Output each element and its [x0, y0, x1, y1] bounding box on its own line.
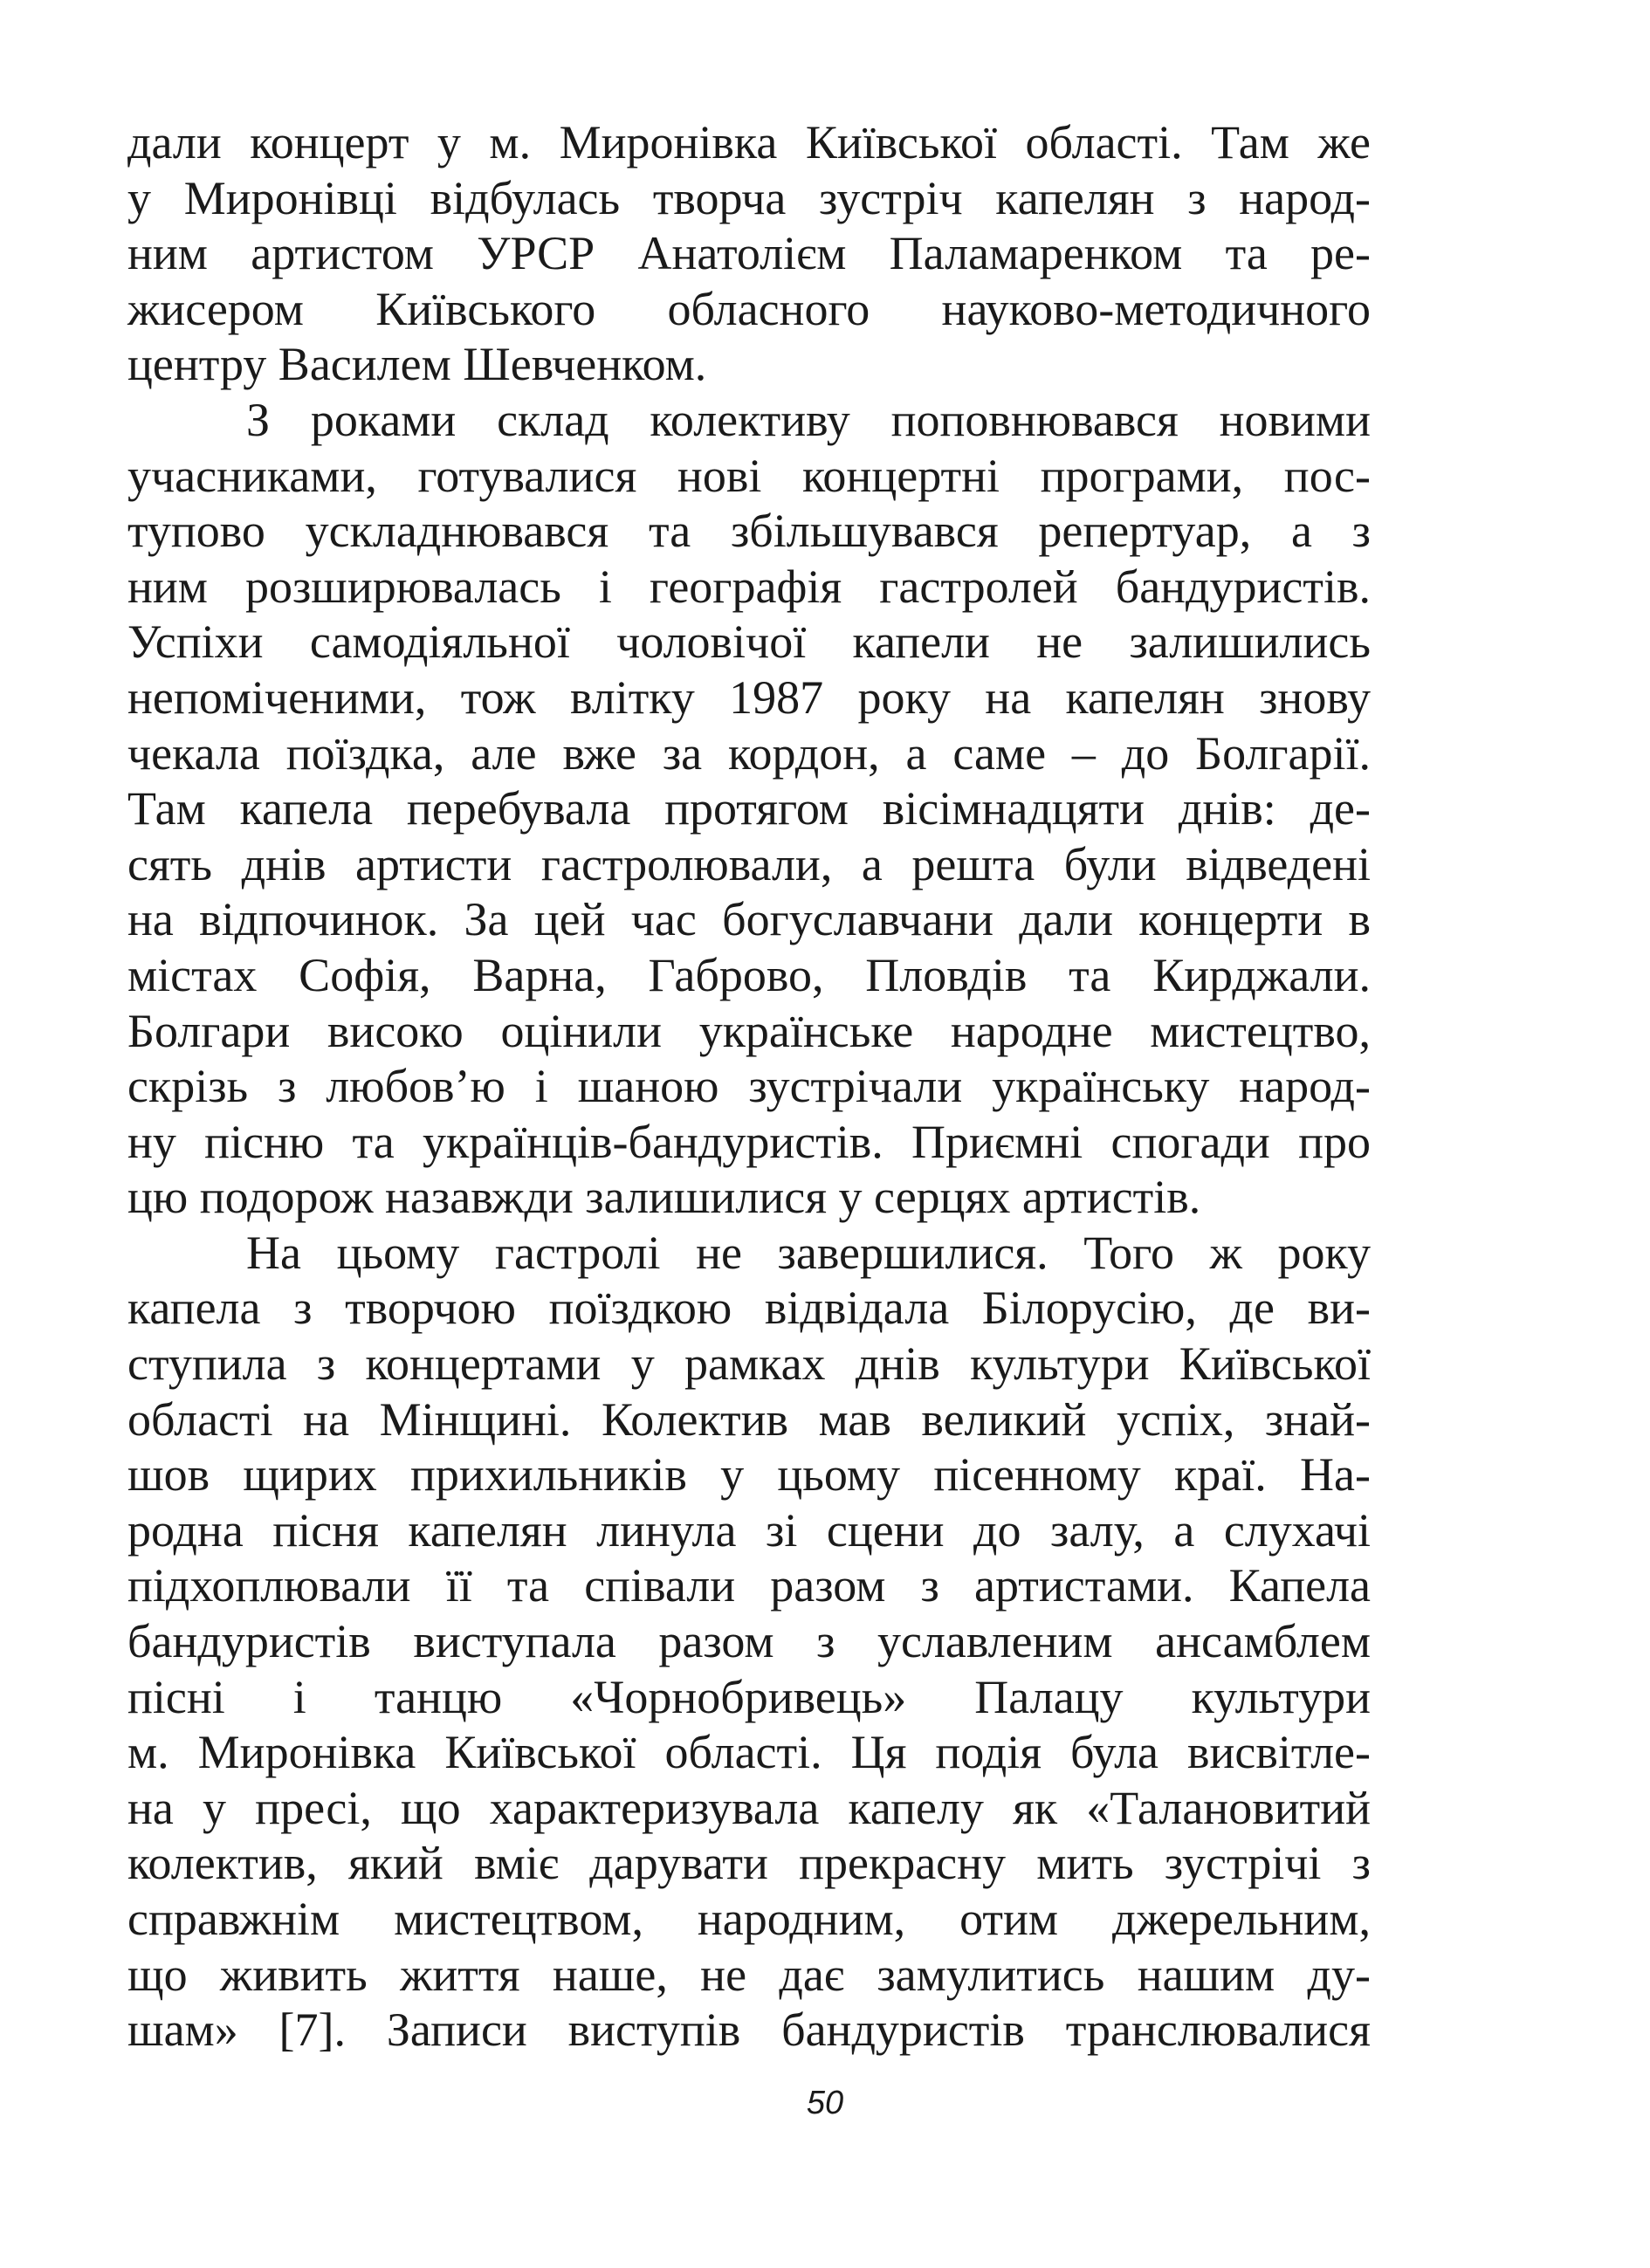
text-line: чекала поїздка, але вже за кордон, а саме – до Болгарії.: [127, 726, 1371, 780]
text-line: учасниками, готувалися нові концертні програми, пос-: [127, 449, 1371, 502]
text-line: що живить життя наше, не дає замулитись нашим ду-: [127, 1948, 1371, 2001]
text-line: ним артистом УРСР Анатолієм Паламаренком та ре-: [127, 227, 1371, 280]
paragraph-3: [127, 1226, 1371, 2058]
text-line: Болгари високо оцінили українське народне мистецтво,: [127, 1004, 1371, 1057]
body-text: [127, 115, 1371, 2058]
text-line: шам» [7]. Записи виступів бандуристів транслювалися: [127, 2003, 1371, 2057]
paragraph-1: [127, 115, 1371, 393]
text-line: З роками склад колективу поповнювався новими: [246, 393, 1371, 446]
text-line: тупово ускладнювався та збільшувався репертуар, а з: [127, 505, 1371, 558]
text-line: скрізь з любов’ю і шаною зустрічали українську народ-: [127, 1060, 1371, 1113]
text-line: колектив, який вміє дарувати прекрасну мить зустрічі з: [127, 1837, 1371, 1890]
text-line: на у пресі, що характеризувала капелу як «Талановитий: [127, 1781, 1371, 1834]
text-line: сять днів артисти гастролювали, а решта були відведені: [127, 837, 1371, 890]
text-line: шов щирих прихильників у цьому пісенному краї. На-: [127, 1448, 1371, 1502]
text-line: області на Мінщині. Колектив мав великий успіх, знай-: [127, 1392, 1371, 1446]
text-line: цю подорож назавжди залишилися у серцях артистів.: [127, 1171, 1201, 1224]
text-line: капела з творчою поїздкою відвідала Білорусію, де ви-: [127, 1282, 1371, 1335]
text-line: непоміченими, тож влітку 1987 року на капелян знову: [127, 670, 1371, 724]
text-line: центру Василем Шевченком.: [127, 338, 707, 391]
text-line: справжнім мистецтвом, народним, отим джерельним,: [127, 1893, 1371, 1945]
text-line: містах Софія, Варна, Габрово, Пловдів та Кирджали.: [127, 948, 1371, 1001]
page-number: 50: [806, 2085, 844, 2121]
text-line: ступила з концертами у рамках днів культури Київської: [127, 1337, 1371, 1391]
text-line: жисером Київського обласного науково-методичного: [127, 282, 1371, 335]
paragraph-2: [127, 393, 1371, 1226]
text-line: ну пісню та українців-бандуристів. Приємні спогади про: [127, 1115, 1371, 1168]
text-line: ним розширювалась і географія гастролей бандуристів.: [127, 560, 1371, 613]
text-line: бандуристів виступала разом з уславленим ансамблем: [127, 1615, 1371, 1668]
text-line: підхоплювали її та співали разом з артистами. Капела: [127, 1559, 1371, 1612]
text-line: На цьому гастролі не завершилися. Того ж року: [246, 1226, 1371, 1279]
text-line: дали концерт у м. Миронівка Київської області. Там же: [127, 116, 1371, 168]
text-line: родна пісня капелян линула зі сцени до залу, а слухачі: [127, 1503, 1371, 1557]
text-line: Успіхи самодіяльної чоловічої капели не залишились: [127, 615, 1371, 669]
text-line: пісні і танцю «Чорнобривець» Палацу культури: [127, 1670, 1371, 1723]
text-line: у Миронівці відбулась творча зустріч капелян з народ-: [127, 171, 1371, 224]
text-line: Там капела перебувала протягом вісімнадцяти днів: де-: [127, 782, 1371, 835]
text-line: м. Миронівка Київської області. Ця подія була висвітле-: [127, 1726, 1371, 1779]
text-line: на відпочинок. За цей час богуславчани дали концерти в: [127, 893, 1371, 946]
